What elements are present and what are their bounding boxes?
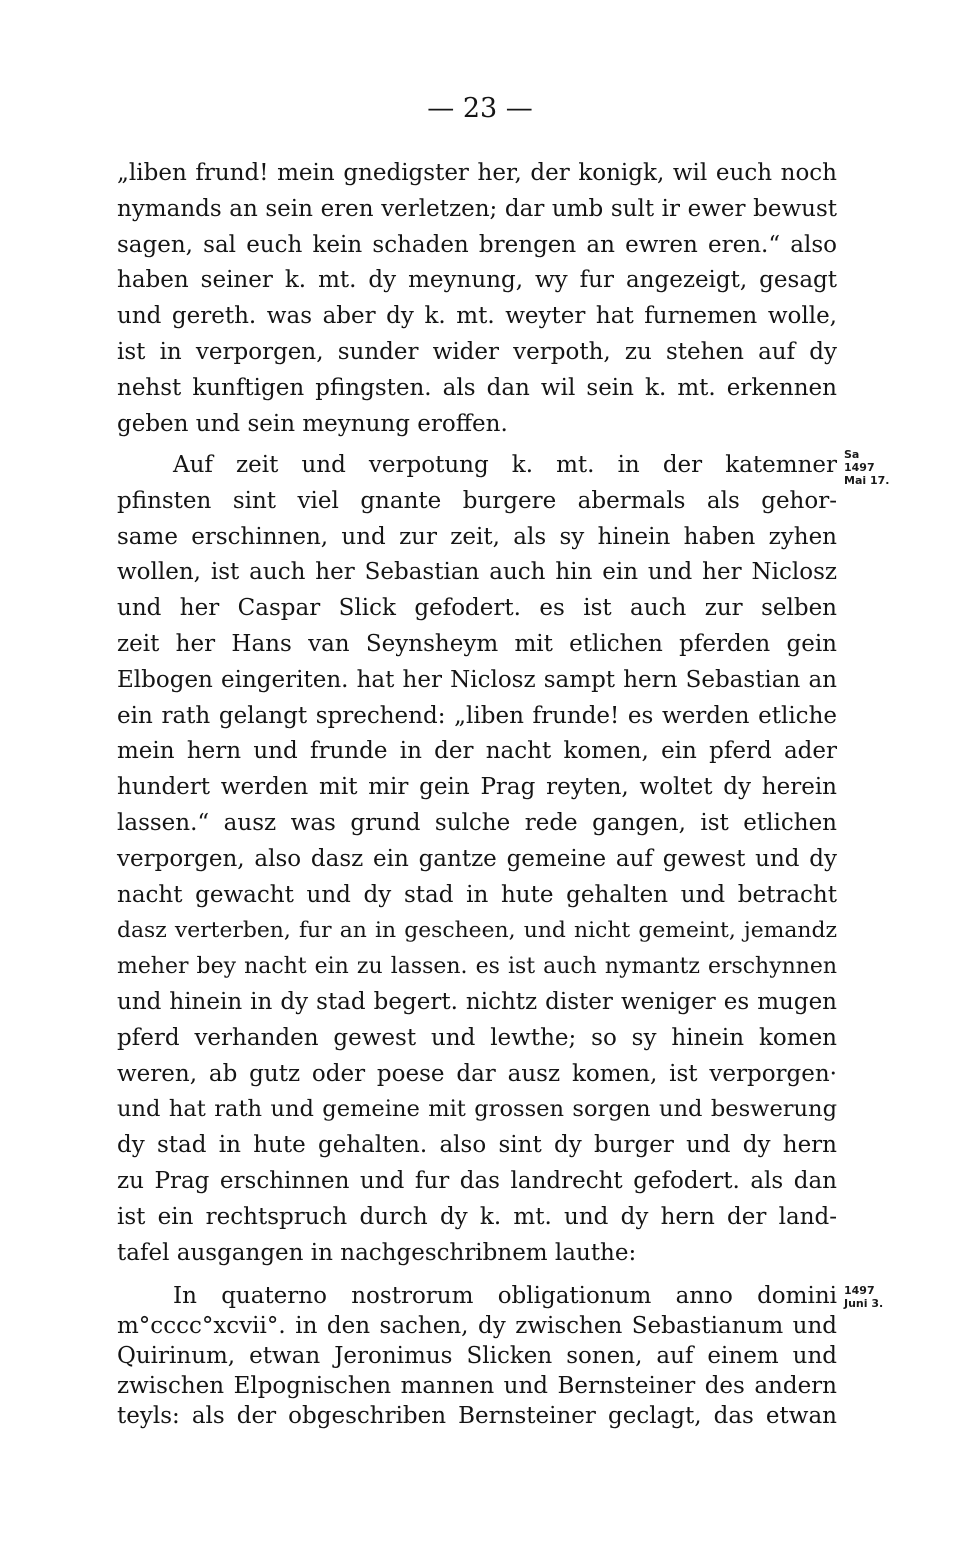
text-line: nehst kunftigen pfingsten. als dan wil sein k. mt. erkennen [117,374,837,401]
paragraph-1 [117,156,837,442]
text-line: dasz verterben, fur an in gescheen, und nicht gemeint, jemandz [117,918,837,944]
text-line: meher bey nacht ein zu lassen. es ist auch nymantz erschynnen [117,954,837,980]
text-line: zu Prag erschinnen und fur das landrecht gefodert. als dan [117,1167,837,1194]
margin-note-line: Mai 17. [844,474,890,487]
text-line: hundert werden mit mir gein Prag reyten, woltet dy herein [117,774,837,801]
text-line: Quirinum, etwan Jeronimus Slicken sonen, auf einem und [117,1343,837,1369]
text-line: Elbogen eingeriten. hat her Niclosz sampt hern Sebastian an [117,666,837,693]
margin-note-line: 1497 [844,461,875,474]
text-line: same erschinnen, und zur zeit, als sy hinein haben zyhen [117,523,837,550]
text-line: lassen.“ ausz was grund sulche rede gangen, ist etlichen [117,809,837,836]
text-line: ein rath gelangt sprechend: „liben frunde! es werden etliche [117,702,837,729]
text-line: und hat rath und gemeine mit grossen sorgen und beswerung [117,1096,837,1123]
text-line: wollen, ist auch her Sebastian auch hin ein und her Niclosz [117,559,837,586]
text-line: haben seiner k. mt. dy meynung, wy fur angezeigt, gesagt [117,267,837,294]
text-line: In quaterno nostrorum obligationum anno domini [173,1283,837,1309]
text-line: ist ein rechtspruch durch dy k. mt. und dy hern der land- [117,1203,837,1230]
paragraph-3 [117,1281,837,1431]
margin-note-line: Sa [844,448,860,461]
text-line: geben und sein meynung eroffen. [117,410,508,437]
text-line: pfinsten sint viel gnante burgere abermals als gehor- [117,487,837,514]
text-line: „liben frund! mein gnedigster her, der konigk, wil euch noch [117,160,837,186]
text-line: m°cccc°xcvii°. in den sachen, dy zwischen Sebastianum und [117,1313,837,1339]
text-line: verporgen, also dasz ein gantze gemeine auf gewest und dy [117,845,837,872]
margin-date-note [844,448,914,487]
margin-date-note [844,1284,914,1310]
text-line: pferd verhanden gewest und lewthe; so sy hinein komen [117,1024,837,1051]
text-line: zeit her Hans van Seynsheym mit etlichen pferden gein [117,630,837,657]
text-line: tafel ausgangen in nachgeschribnem lauthe: [117,1239,637,1266]
text-line: dy stad in hute gehalten. also sint dy burger und dy hern [117,1132,837,1159]
text-line: teyls: als der obgeschriben Bernsteiner geclagt, das etwan [117,1403,837,1429]
text-line: weren, ab gutz oder poese dar ausz komen, ist verporgen· [117,1060,837,1087]
text-line: zwischen Elpognischen mannen und Bernsteiner des andern [117,1373,837,1399]
page-number: — 23 — [427,93,533,124]
text-line: und her Caspar Slick gefodert. es ist auch zur selben [117,595,837,622]
text-line: Auf zeit und verpotung k. mt. in der katemner [173,452,837,478]
paragraph-2 [117,448,837,1271]
text-line: sagen, sal euch kein schaden brengen an ewren eren.“ also [117,231,837,258]
text-line: nacht gewacht und dy stad in hute gehalten und betracht [117,881,837,908]
text-line: nymands an sein eren verletzen; dar umb sult ir ewer bewust [117,195,837,222]
margin-note-line: 1497 [844,1284,875,1297]
margin-note-line: Juni 3. [844,1297,884,1310]
text-line: und gereth. was aber dy k. mt. weyter hat furnemen wolle, [117,303,837,330]
text-line: und hinein in dy stad begert. nichtz dister weniger es mugen [117,988,837,1015]
text-line: ist in verporgen, sunder wider verpoth, zu stehen auf dy [117,338,837,365]
text-line: mein hern und frunde in der nacht komen, ein pferd ader [117,738,837,765]
